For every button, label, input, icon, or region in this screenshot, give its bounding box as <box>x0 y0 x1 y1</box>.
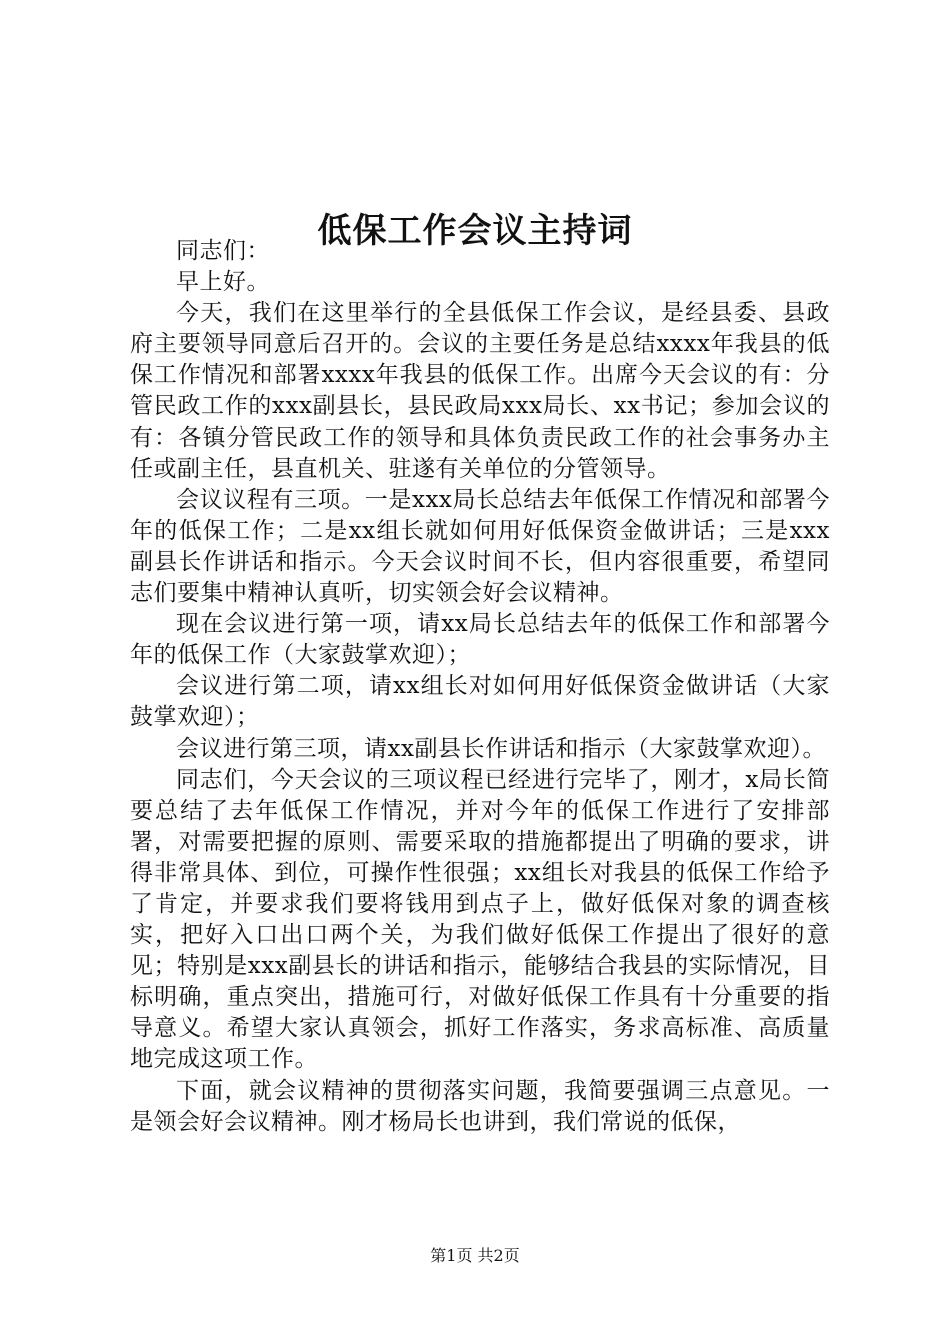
paragraph-closing: 下面，就会议精神的贯彻落实问题，我简要强调三点意见。一是领会好会议精神。刚才杨局长也讲到，我们常说的低保， <box>130 1077 830 1135</box>
paragraph-meeting-intro: 今天，我们在这里举行的全县低保工作会议，是经县委、县政府主要领导同意后召开的。会议的主要任务是总结xxxx年我县的低保工作情况和部署xxxx年我县的低保工作。出席今天会议的有：分管民政工作的xxx副县长，县民政局xxx局长、xx书记；参加会议的有：各镇分管民政工作的领导和具体负责民政工作的社会事务办主任或副主任，县直机关、驻遂有关单位的分管领导。 <box>130 300 830 482</box>
paragraph-item-three: 会议进行第三项，请xx副县长作讲话和指示（大家鼓掌欢迎）。 <box>176 735 826 762</box>
document-body <box>130 236 830 1138</box>
paragraph-item-two: 会议进行第二项，请xx组长对如何用好低保资金做讲话（大家鼓掌欢迎）； <box>130 673 830 731</box>
paragraph-summary: 同志们，今天会议的三项议程已经进行完毕了，刚才，x局长简要总结了去年低保工作情况，并对今年的低保工作进行了安排部署，对需要把握的原则、需要采取的措施都提出了明确的要求，讲得非常具体、到位，可操作性很强；xx组长对我县的低保工作给予了肯定，并要求我们要将钱用到点子上，做好低保对象的调查核实，把好入口出口两个关，为我们做好低保工作提出了很好的意见；特别是xxx副县长的讲话和指示，能够结合我县的实际情况，目标明确，重点突出，措施可行，对做好低保工作具有十分重要的指导意义。希望大家认真领会，抓好工作落实，务求高标准、高质量地完成这项工作。 <box>130 766 830 1073</box>
page-footer: 第1页 共2页 <box>430 1246 520 1265</box>
paragraph-greeting: 同志们： <box>176 238 270 264</box>
paragraph-good-morning: 早上好。 <box>176 269 270 296</box>
paragraph-item-one: 现在会议进行第一项，请xx局长总结去年的低保工作和部署今年的低保工作（大家鼓掌欢迎）； <box>130 611 830 669</box>
document-title: 低保工作会议主持词 <box>317 210 633 251</box>
paragraph-agenda: 会议议程有三项。一是xxx局长总结去年低保工作情况和部署今年的低保工作；二是xx组长就如何用好低保资金做讲话；三是xxx副县长作讲话和指示。今天会议时间不长，但内容很重要，希望同志们要集中精神认真听，切实领会好会议精神。 <box>130 486 830 607</box>
